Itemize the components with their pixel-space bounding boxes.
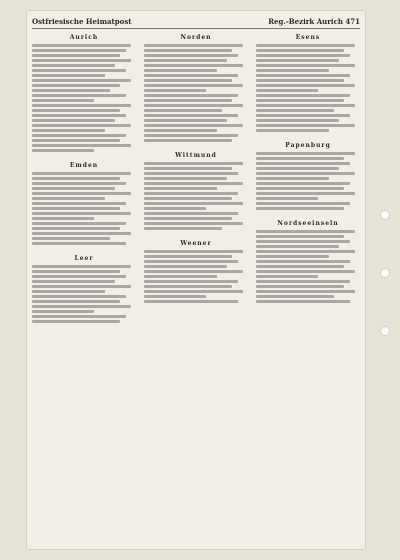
text-columns — [32, 32, 360, 542]
column-1 — [32, 32, 136, 542]
header-rule — [32, 28, 360, 29]
column-3 — [256, 32, 360, 542]
text-lines — [144, 250, 248, 303]
text-lines — [32, 44, 136, 152]
text-lines — [256, 230, 360, 303]
directory-page — [26, 10, 366, 550]
section-title: Leer — [74, 255, 94, 262]
text-lines — [144, 44, 248, 142]
section-title: Weener — [180, 240, 212, 247]
section-title: Norden — [180, 34, 212, 41]
column-2 — [144, 32, 248, 542]
punch-holes — [380, 210, 390, 336]
section-title: Esens — [295, 34, 321, 41]
text-lines — [256, 44, 360, 132]
section-title: Aurich — [69, 34, 99, 41]
section-title: Wittmund — [175, 152, 217, 159]
page-header — [32, 14, 360, 28]
text-lines — [144, 162, 248, 230]
section-title: Papenburg — [285, 142, 331, 149]
text-lines — [32, 172, 136, 245]
section-title: Emden — [69, 162, 99, 169]
punch-hole — [380, 268, 390, 278]
punch-hole — [380, 210, 390, 220]
text-lines — [32, 265, 136, 323]
section-title: Nordseeinseln — [277, 220, 339, 227]
header-left-text: Ostfriesische Heimatpost — [32, 16, 132, 26]
text-lines — [256, 152, 360, 210]
punch-hole — [380, 326, 390, 336]
header-right-text: Reg.-Bezirk Aurich 471 — [268, 16, 360, 26]
